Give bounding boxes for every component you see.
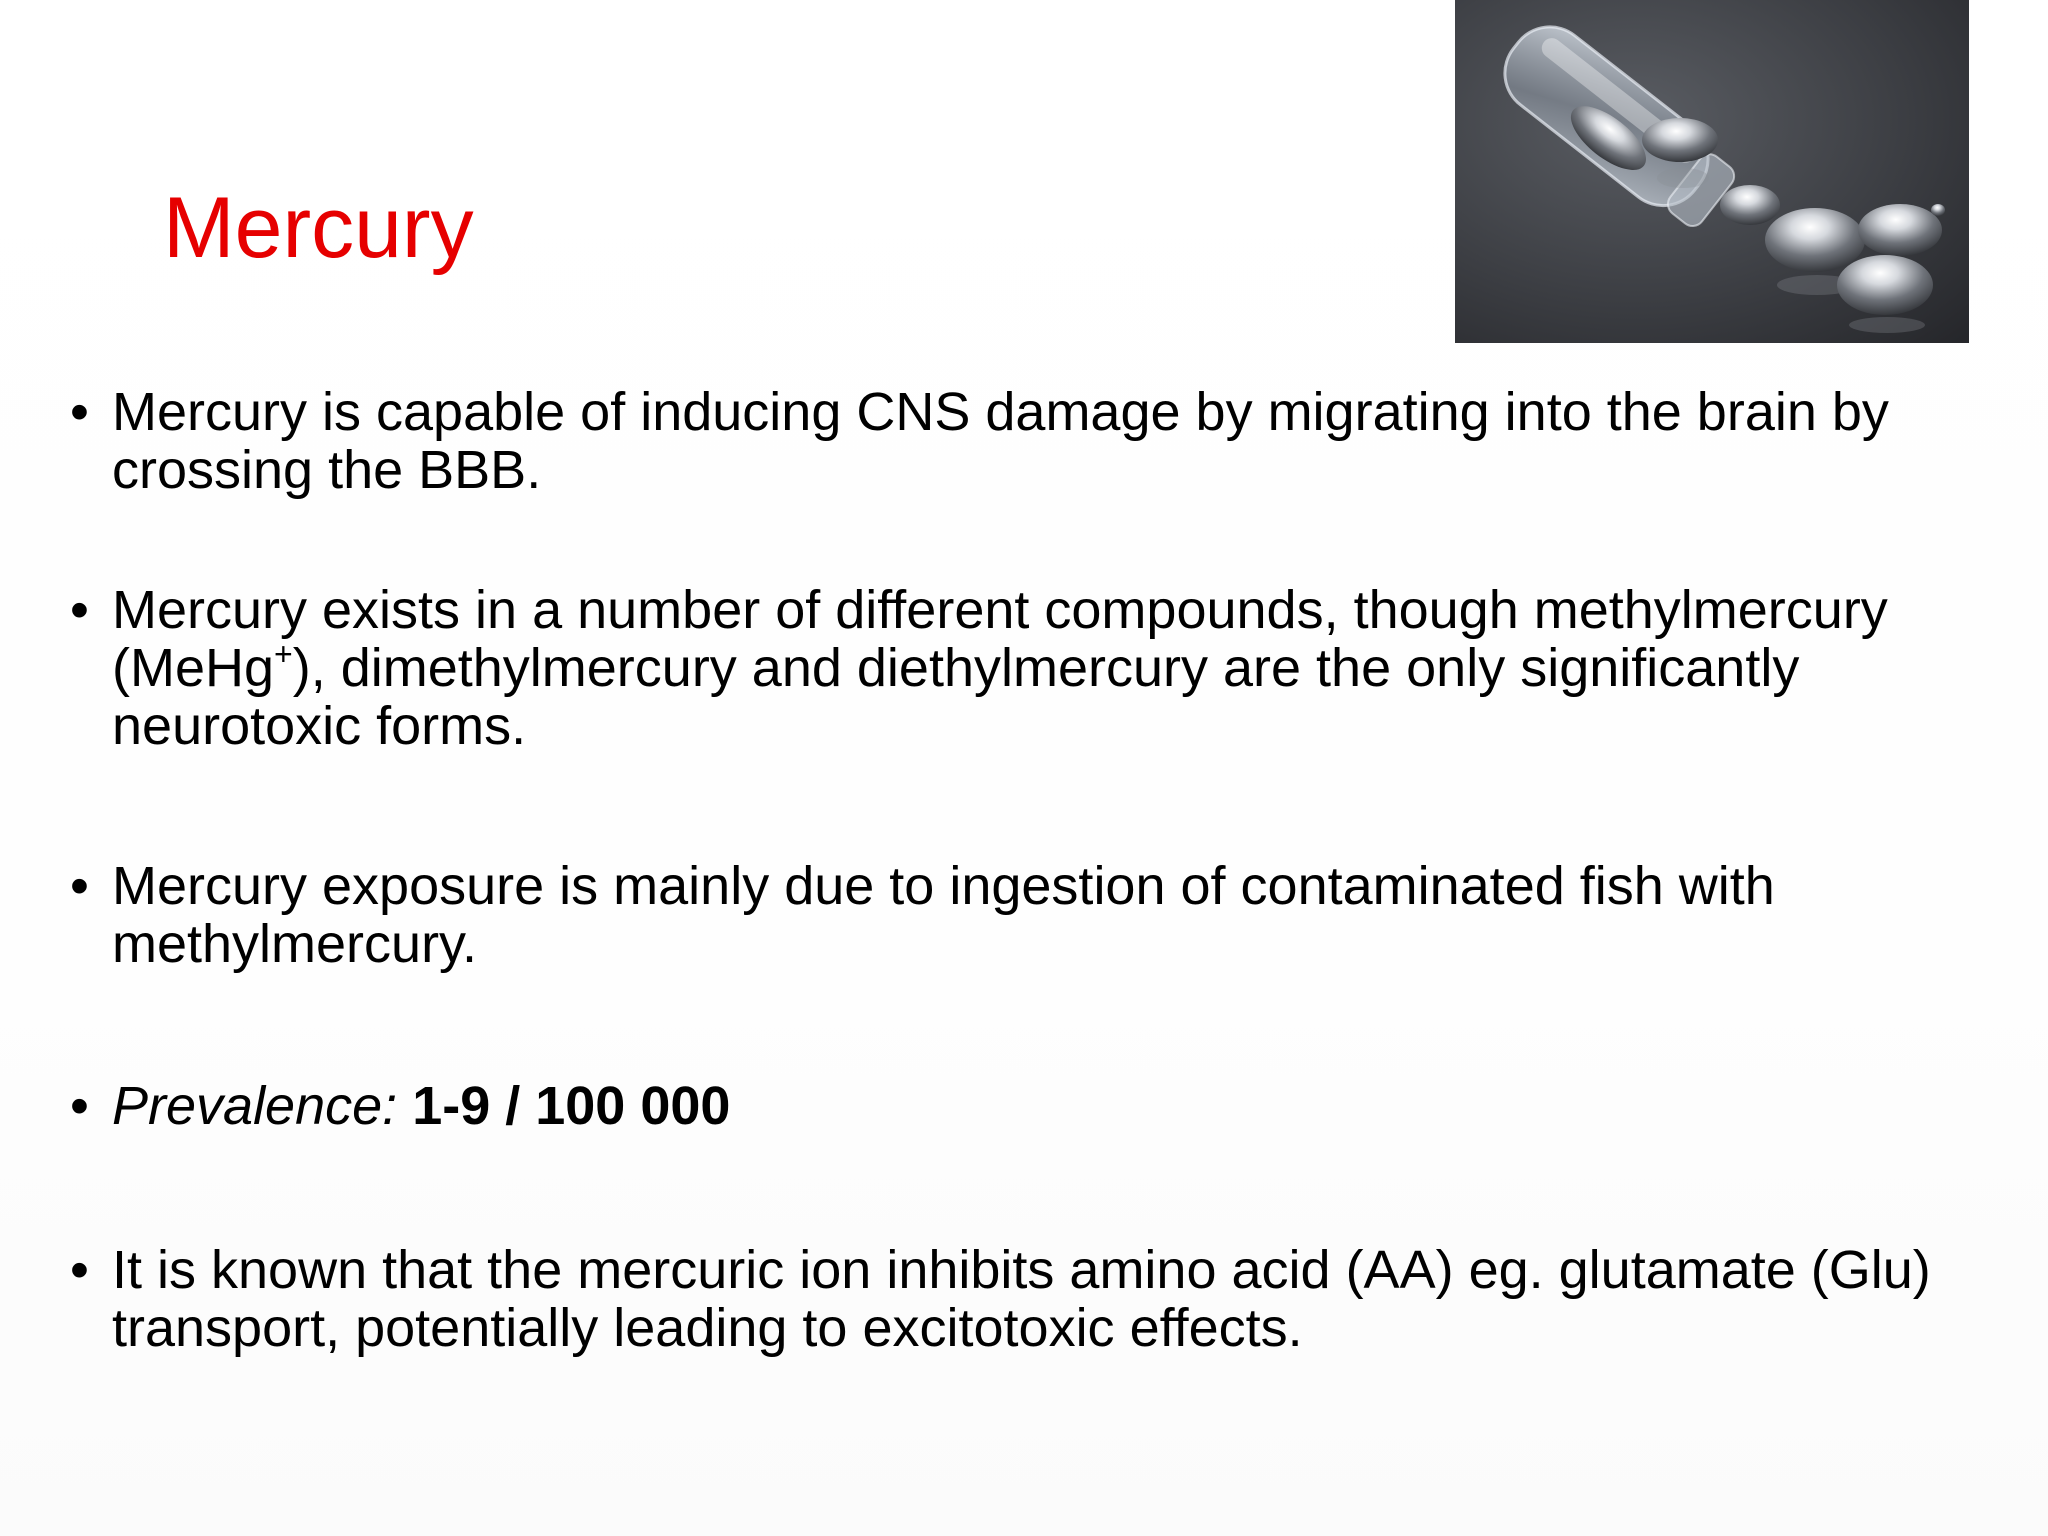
prevalence-label: Prevalence: <box>112 1076 398 1136</box>
bullet-text-part: Mercury exists in a number of different compounds, though methylmercury (MeHg <box>112 580 1888 698</box>
bullet-text: Mercury is capable of inducing CNS damage by migrating into the brain by crossing the BBB. <box>112 382 1889 500</box>
bullet-marker: • <box>70 1076 89 1136</box>
bullet-marker: • <box>70 580 89 640</box>
bullet-text: It is known that the mercuric ion inhibits amino acid (AA) eg. glutamate (Glu) transport, potentially leading to excitotoxic effects. <box>112 1240 1931 1358</box>
slide-title: Mercury <box>163 180 474 276</box>
mercury-vial-image <box>1455 0 1969 343</box>
prevalence-value: 1-9 / 100 000 <box>412 1076 731 1136</box>
mercury-vial-illustration <box>1455 0 1969 343</box>
bullet-marker: • <box>70 1240 89 1300</box>
superscript-plus: + <box>274 636 293 672</box>
bullet-marker: • <box>70 382 89 442</box>
bullet-marker: • <box>70 856 89 916</box>
bullet-text <box>112 1077 1992 1135</box>
bullet-text-part: ), dimethylmercury and diethylmercury are the only significantly neurotoxic forms. <box>112 638 1800 756</box>
bullet-text: Mercury exposure is mainly due to ingestion of contaminated fish with methylmercury. <box>112 856 1775 974</box>
bullet-text <box>112 581 1992 755</box>
